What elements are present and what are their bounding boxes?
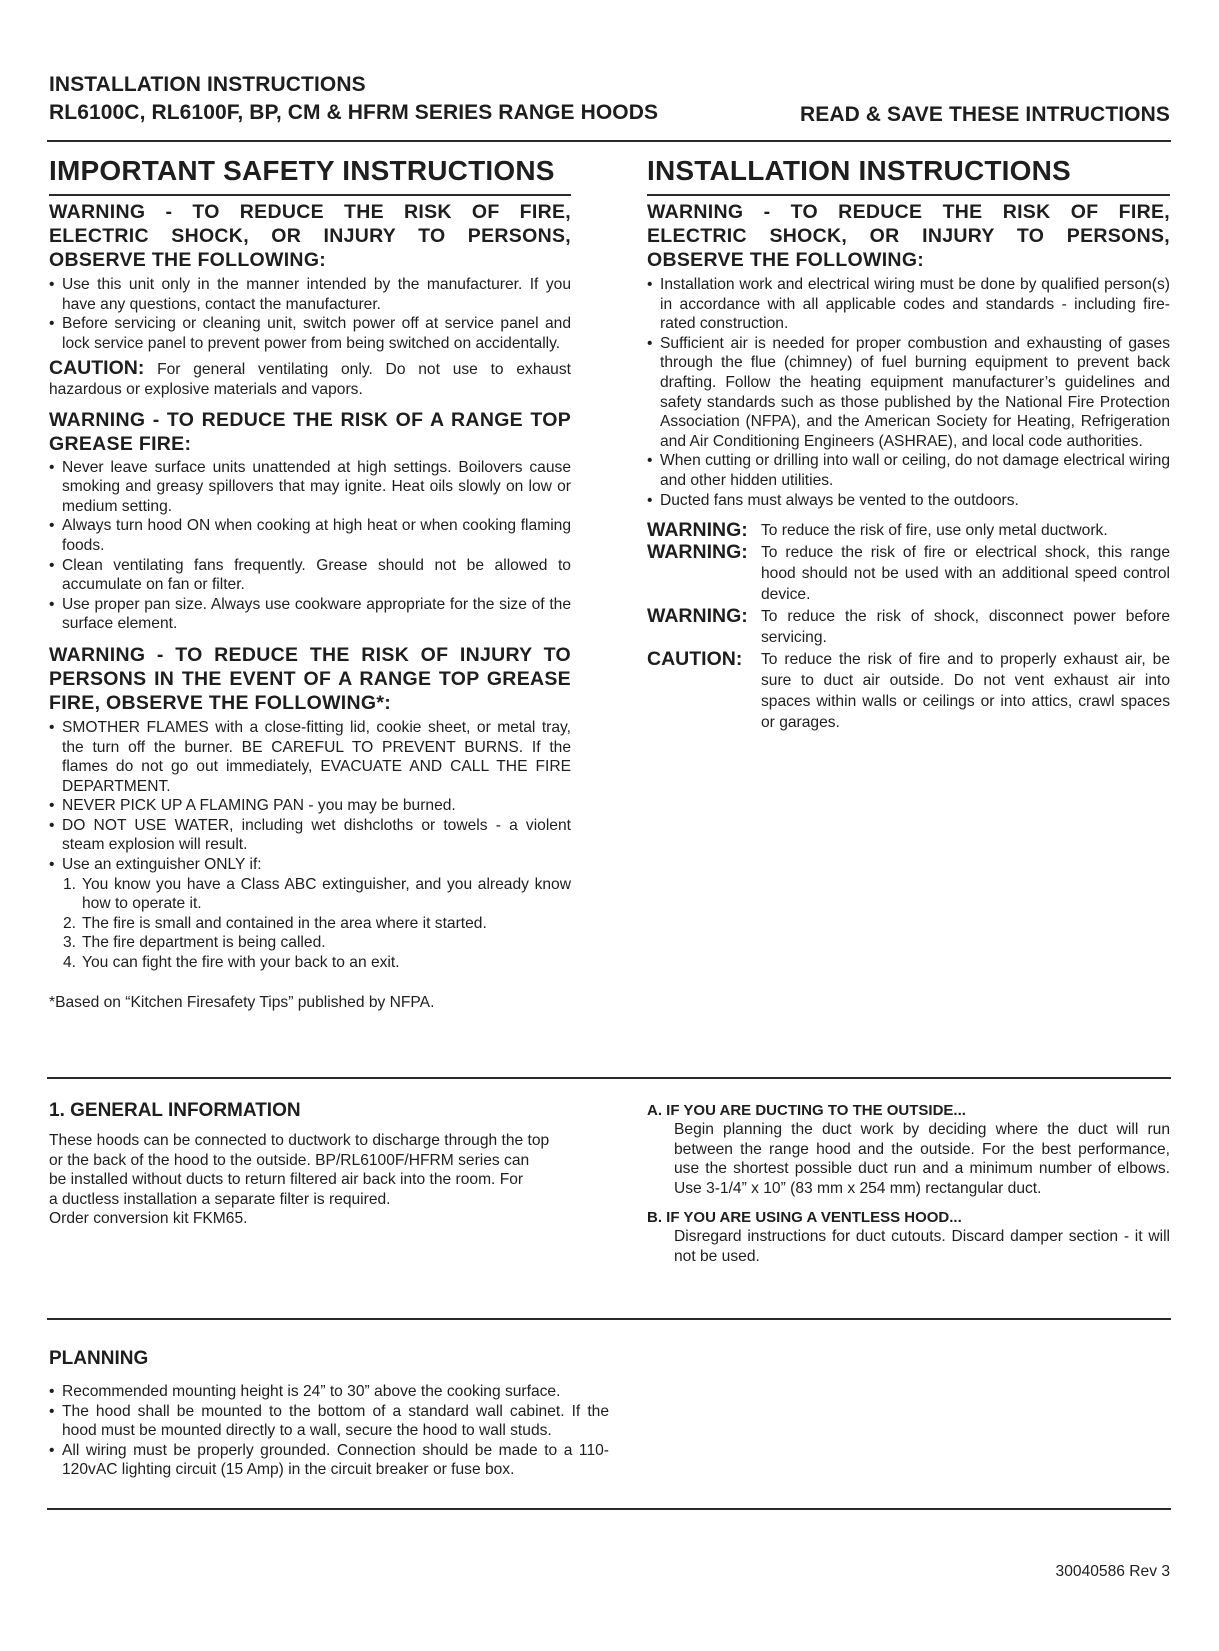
list-item: • When cutting or drilling into wall or ceiling, do not damage electrical wiring and other hidden utilities.	[647, 451, 1170, 490]
list-item: • Use proper pan size. Always use cookware appropriate for the size of the surface element.	[49, 595, 571, 634]
safety-title-rule	[49, 194, 571, 196]
option-a-text: Begin planning the duct work by deciding where the duct will run between the range hood and the outside. For the best performance, use the shortest possible duct run and a minimum number of elbows. Use 3-1/4” x 10” (83 mm x 254 mm) rectangular duct.	[674, 1121, 1170, 1197]
planning-bullets	[49, 1382, 609, 1480]
warning-row	[647, 605, 1170, 648]
warning-label: WARNING:	[647, 541, 748, 564]
list-item: • NEVER PICK UP A FLAMING PAN - you may be burned.	[49, 796, 571, 816]
section-rule-2	[47, 1318, 1171, 1320]
warning-text: To reduce the risk of fire or electrical shock, this range hood should not be used with an additional speed control device.	[761, 544, 1170, 604]
text-line: a ductless installation a separate filter is required.	[49, 1190, 391, 1208]
list-item: 3. The fire department is being called.	[63, 934, 326, 952]
install-title-rule	[647, 194, 1170, 196]
list-item: • Use an extinguisher ONLY if:	[49, 855, 571, 875]
text-line: Order conversion kit FKM65.	[49, 1210, 248, 1228]
caution-text: For general ventilating only. Do not use to exhaust hazardous or explosive materials and vapors.	[49, 361, 571, 398]
install-title: INSTALLATION INSTRUCTIONS	[647, 155, 1071, 186]
caution-text: To reduce the risk of fire and to properly exhaust air, be sure to duct air outside. Do not vent exhaust air into spaces within walls or ceilings or into attics, crawl spaces or garages.	[761, 651, 1170, 732]
safety-title: IMPORTANT SAFETY INSTRUCTIONS	[49, 155, 555, 186]
install-warning: WARNING - TO REDUCE THE RISK OF FIRE, ELECTRIC SHOCK, OR INJURY TO PERSONS, OBSERVE THE FOLLOWING:	[647, 201, 1170, 271]
safety-bullets-1	[49, 275, 571, 353]
warning-row	[647, 541, 1170, 605]
caution-row	[647, 648, 1170, 733]
caution-label: CAUTION:	[647, 648, 743, 671]
list-item: • Recommended mounting height is 24” to 30” above the cooking surface.	[49, 1382, 609, 1402]
list-item: • Installation work and electrical wiring must be done by qualified person(s) in accordance with all applicable codes and standards - including fire-rated construction.	[647, 275, 1170, 334]
install-warnings-block	[647, 519, 1170, 733]
general-text	[49, 1131, 589, 1229]
header-models: RL6100C, RL6100F, BP, CM & HFRM SERIES RANGE HOODS	[49, 101, 659, 124]
general-info	[49, 1099, 589, 1229]
option-b-text: Disregard instructions for duct cutouts. Discard damper section - it will not be used.	[674, 1228, 1170, 1265]
section-rule-1	[47, 1077, 1171, 1079]
install-column	[647, 154, 1170, 733]
list-item: • Use this unit only in the manner intended by the manufacturer. If you have any questions, contact the manufacturer.	[49, 275, 571, 314]
caution-label: CAUTION:	[49, 357, 145, 380]
list-item: 4. You can fight the fire with your back to an exit.	[63, 954, 400, 972]
list-item: • Before servicing or cleaning unit, switch power off at service panel and lock service panel to prevent power from being switched on accidentally.	[49, 314, 571, 353]
option-b-heading: B. IF YOU ARE USING A VENTLESS HOOD...	[647, 1209, 962, 1227]
safety-bullets-2	[49, 458, 571, 634]
warning-row	[647, 519, 1170, 541]
warning-label: WARNING:	[647, 519, 748, 542]
footnote: *Based on “Kitchen Firesafety Tips” published by NFPA.	[49, 993, 435, 1011]
list-item: • SMOTHER FLAMES with a close-fitting lid, cookie sheet, or metal tray, the turn off the burner. BE CAREFUL TO PREVENT BURNS. If the flames do not go out immediately, EVACUATE AND CALL THE FIRE DEPARTMENT.	[49, 718, 571, 796]
safety-column	[49, 154, 571, 1012]
header-read-save: READ & SAVE THESE INTRUCTIONS	[799, 103, 1170, 126]
safety-warning-1: WARNING - TO REDUCE THE RISK OF FIRE, ELECTRIC SHOCK, OR INJURY TO PERSONS, OBSERVE THE FOLLOWING:	[49, 201, 571, 271]
safety-warning-2: WARNING - TO REDUCE THE RISK OF A RANGE TOP GREASE FIRE:	[49, 408, 571, 455]
list-item: • DO NOT USE WATER, including wet dishcloths or towels - a violent steam explosion will result.	[49, 816, 571, 855]
text-line: or the back of the hood to the outside. BP/RL6100F/HFRM series can	[49, 1151, 530, 1169]
list-item: 2. The fire is small and contained in the area where it started.	[63, 914, 487, 932]
text-line: These hoods can be connected to ductwork to discharge through the top	[49, 1132, 550, 1149]
header-title: INSTALLATION INSTRUCTIONS	[49, 73, 366, 96]
list-item: • Always turn hood ON when cooking at high heat or when cooking flaming foods.	[49, 516, 571, 555]
planning	[49, 1347, 609, 1480]
extinguisher-conditions	[49, 875, 571, 973]
warning-text: To reduce the risk of fire, use only metal ductwork.	[761, 522, 1108, 540]
warning-text: To reduce the risk of shock, disconnect power before servicing.	[761, 608, 1170, 647]
planning-title: PLANNING	[49, 1348, 149, 1369]
list-item: • Ducted fans must always be vented to the outdoors.	[647, 491, 1170, 511]
list-item: • The hood shall be mounted to the bottom of a standard wall cabinet. If the hood must be mounted directly to a wall, secure the hood to wall studs.	[49, 1402, 609, 1441]
list-item: 1. You know you have a Class ABC extinguisher, and you already know how to operate it.	[63, 875, 571, 913]
safety-caution	[49, 359, 571, 399]
ducting-options	[647, 1101, 1170, 1267]
document-number: 30040586 Rev 3	[1055, 1563, 1170, 1580]
text-line: be installed without ducts to return filtered air back into the room. For	[49, 1171, 524, 1189]
list-item: • Sufficient air is needed for proper combustion and exhausting of gases through the flue (chimney) of fuel burning equipment to prevent back drafting. Follow the heating equipment manufacturer’s guidelines and safety standards such as those published by the National Fire Protection Association (NFPA), and the American Society for Heating, Refrigeration and Air Conditioning Engineers (ASHRAE), and local code authorities.	[647, 334, 1170, 452]
list-item: • Clean ventilating fans frequently. Grease should not be allowed to accumulate on fan or filter.	[49, 556, 571, 595]
warning-label: WARNING:	[647, 605, 748, 628]
safety-bullets-3	[49, 718, 571, 875]
list-item: • All wiring must be properly grounded. Connection should be made to a 110-120vAC lighting circuit (15 Amp) in the circuit breaker or fuse box.	[49, 1441, 609, 1480]
section-rule-3	[47, 1508, 1171, 1510]
list-item: • Never leave surface units unattended at high settings. Boilovers cause smoking and greasy spillovers that may ignite. Heat oils slowly on low or medium setting.	[49, 458, 571, 517]
install-bullets	[647, 275, 1170, 510]
header-rule	[47, 140, 1171, 142]
option-a-heading: A. IF YOU ARE DUCTING TO THE OUTSIDE...	[647, 1102, 966, 1119]
general-title: 1. GENERAL INFORMATION	[49, 1100, 301, 1121]
safety-warning-3: WARNING - TO REDUCE THE RISK OF INJURY TO PERSONS IN THE EVENT OF A RANGE TOP GREASE FIRE, OBSERVE THE FOLLOWING*:	[49, 643, 571, 714]
